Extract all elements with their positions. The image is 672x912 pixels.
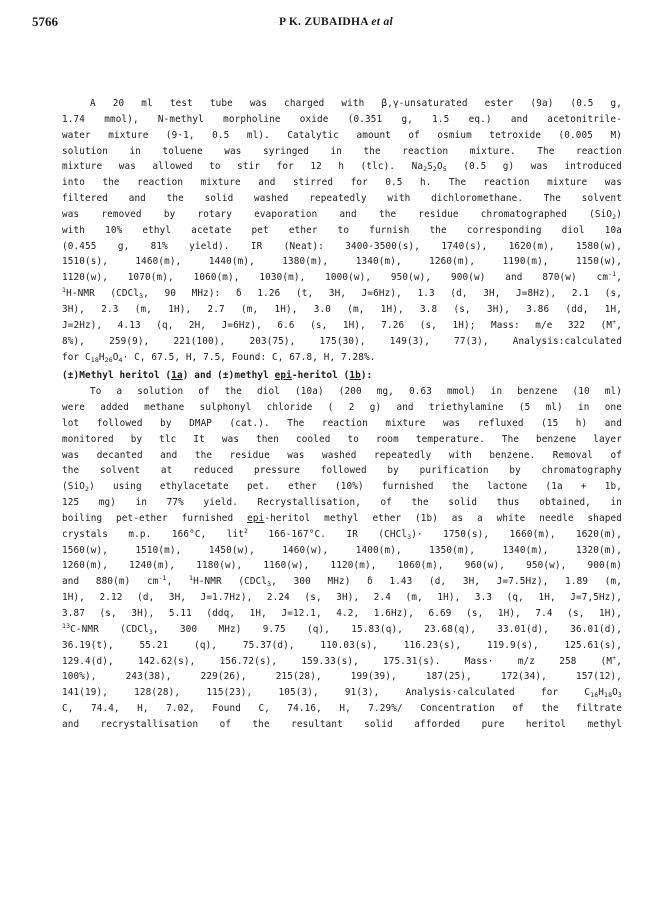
text-line: were added methane sulphonyl chloride ( 2 g) and triethylamine (5 ml) in one [62, 402, 622, 414]
text-line: 125 mg) in 77% yield. Recrystallisation, of the solid thus obtained, in [62, 497, 622, 509]
running-head-authors: P K. ZUBAIDHA [278, 16, 369, 28]
page-header [32, 14, 640, 36]
text-line: mixture was allowed to stir for 12 h (tlc). $Na_2S_2O_5$ (0.5 g) was introduced [62, 161, 622, 174]
text-line: 1560(w), 1510(m), 1450(w), 1460(w), 1400(m), 1350(m), 1340(m), 1320(m), [62, 544, 622, 556]
text-line: 129.4(d), 142.62(s), 156.72(s), 159.33(s), 175.31(s). Mass· m/z 258 (M+, [62, 653, 622, 667]
text-line: 36.19(t), 55.21 (q), 75.37(d), 110.03(s), 116.23(s), 119.9(s), 125.61(s), [62, 639, 622, 651]
text-line: 3H), 2.3 (m, 1H), 2.7 (m, 1H), 3.0 (m, 1H), 3.8 (s, 3H), 3.86 (dd, 1H, [62, 303, 622, 315]
text-line: with 10% ethyl acetate pet ether to furnish the corresponding diol 10a [62, 224, 622, 236]
text-line: monitored by tlc It was then cooled to room temperature. The benzene layer [62, 433, 622, 445]
text-line: 100%), 243(38), 229(26), 215(28), 199(39), 187(25), 172(34), 157(12), [62, 671, 622, 683]
page-number: 5766 [32, 14, 58, 29]
text-line: To a solution of the diol (10a) (200 mg, 0.63 mmol) in benzene (10 ml) [90, 386, 622, 398]
text-line: 1.74 mmol), N-methyl morpholine oxide (0.351 g, 1.5 eq.) and acetonitrile- [62, 113, 622, 125]
text-line: into the reaction mixture and stirred for 0.5 h. The reaction mixture was [62, 177, 622, 189]
text-line: J=2Hz), 4.13 (q, 2H, J=6Hz), 6.6 (s, 1H), 7.26 (s, 1H); Mass: m/e 322 (M+, [62, 317, 622, 331]
procedure-paragraph-diol [62, 96, 622, 365]
text-line: $^1$H-NMR (CDCl$_3$, 90 MHz): δ 1.26 (t, 3H, J=6Hz), 1.3 (d, 3H, J=8Hz), 2.1 (s, [62, 286, 622, 301]
text-line: 1H), 2.12 (d, 3H, J=1.7Hz), 2.24 (s, 3H), 2.4 (m, 1H), 3.3 (q, 1H, J=7,5Hz), [62, 592, 622, 604]
text-line: and recrystallisation of the resultant solid afforded pure heritol methyl [62, 718, 622, 730]
text-line: crystals m.p. 166°C, lit$^2$ 166-167°C. IR (CHCl$_3$)· 1750(s), 1660(m), 1620(m), [62, 526, 622, 541]
text-line: 8%), 259(9), 221(100), 203(75), 175(30), 149(3), 77(3), Analysis:calculated [62, 335, 622, 347]
text-line: boiling pet-ether furnished epi-heritol methyl ether (1b) as a white needle shaped [62, 512, 623, 524]
text-line: was decanted and the residue was washed repeatedly with benzene. Removal of [62, 449, 622, 461]
procedure-paragraph-heritol [62, 384, 622, 733]
text-line: filtered and the solid washed repeatedly with dichloromethane. The solvent [62, 193, 622, 205]
text-line: (SiO$_2$) using ethylacetate pet. ether (10%) furnished the lactone (1a + 1b, [62, 481, 622, 494]
text-line: water mixture (9·1, 0.5 ml). Catalytic amount of osmium tetroxide (0.005 M) [62, 129, 622, 141]
text-line: solution in toluene was syringed in the reaction mixture. The reaction [62, 145, 622, 157]
text-line: 1510(s), 1460(m), 1440(m), 1380(m), 1340(m), 1260(m), 1190(m), 1150(w), [62, 256, 622, 268]
text-line: 1120(w), 1070(m), 1060(m), 1030(m), 1000(w), 950(w), 900(w) and 870(w) $cm^{-1}$, [62, 270, 622, 284]
text-line: for $C_{18}H_{26}O_4\cdot C$, 67.5, H, 7.5, Found: C, 67.8, H, 7.28%. [62, 351, 376, 364]
text-line: the solvent at reduced pressure followed by purification by chromatography [62, 465, 622, 477]
text-line: 3.87 (s, 3H), 5.11 (ddq, 1H, J=12.1, 4.2, 1.6Hz), 6.69 (s, 1H), 7.4 (s, 1H), [62, 608, 622, 619]
text-line: was removed by rotary evaporation and the residue chromatographed (SiO$_2$) [62, 208, 622, 221]
running-head-etal: et al [371, 16, 394, 28]
text-line: A 20 ml test tube was charged with β,γ-unsaturated ester (9a) (0.5 g, [90, 98, 622, 109]
text-line: (0.455 g, 81% yield). IR (Neat): 3400-3500(s), 1740(s), 1620(m), 1580(w), [62, 240, 622, 252]
text-line: C, 74.4, H, 7.02, Found C, 74.16, H, 7.29%/ Concentration of the filtrate [62, 703, 622, 715]
text-line: 1260(m), 1240(m), 1180(w), 1160(w), 1120(m), 1060(m), 960(w), 950(w), 900(m) [62, 560, 622, 572]
text-line: lot followed by DMAP (cat.). The reaction mixture was refluxed (15 h) and [62, 417, 622, 429]
running-head [32, 16, 640, 28]
text-line: $^{13}$C-NMR (CDCl$_3$, 300 MHz) 9.75 (q), 15.83(q), 23.68(q), 33.01(d), 36.01(d), [62, 621, 622, 636]
section-heading: (±)Methyl heritol (1a) and (±)methyl epi-heritol (1b): [62, 370, 373, 382]
text-line: 141(19), 128(28), 115(23), 105(3), 91(3), Analysis·calculated for $C_{16}H_{18}O_3$ [62, 687, 622, 700]
article-body [62, 96, 622, 733]
text-line: and 880(m) $cm^{-1}$, $^1$H-NMR (CDCl$_3$, 300 MHz) δ 1.43 (d, 3H, J=7.5Hz), 1.89 (m, [62, 574, 622, 589]
